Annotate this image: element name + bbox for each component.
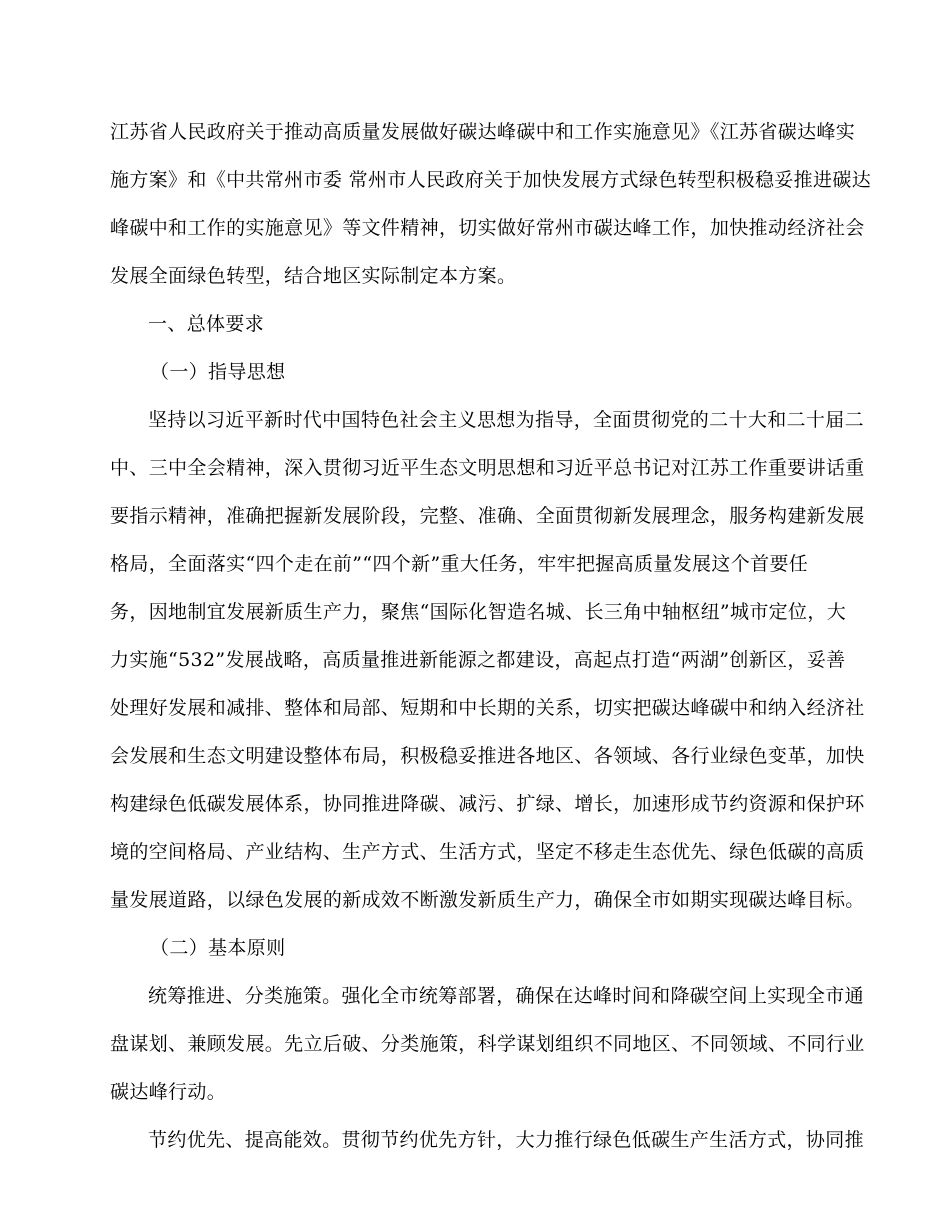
body-text-line: 施方案》和《中共常州市委 常州市人民政府关于加快发展方式绿色转型积极稳妥推进碳达 [110, 169, 872, 191]
body-text-line: 境的空间格局、产业结构、生产方式、生活方式，坚定不移走生态优先、绿色低碳的高质 [110, 841, 865, 863]
subsection-heading: （二）基本原则 [150, 937, 286, 959]
body-text-line: 务，因地制宜发展新质生产力，聚焦“国际化智造名城、长三角中轴枢纽”城市定位，大 [110, 601, 847, 623]
body-text-line: 构建绿色低碳发展体系，协同推进降碳、减污、扩绿、增长，加速形成节约资源和保护环 [110, 793, 865, 815]
subsection-heading: （一）指导思想 [150, 361, 286, 383]
body-text-line: 力实施“532”发展战略，高质量推进新能源之都建设，高起点打造“两湖”创新区，妥善 [110, 649, 846, 671]
body-text-line: 峰碳中和工作的实施意见》等文件精神，切实做好常州市碳达峰工作，加快推动经济社会 [110, 217, 865, 239]
body-text-line: 发展全面绿色转型，结合地区实际制定本方案。 [110, 265, 517, 287]
body-text-line: 会发展和生态文明建设整体布局，积极稳妥推进各地区、各领域、各行业绿色变革，加快 [110, 745, 865, 767]
body-text-line: 统筹推进、分类施策。强化全市统筹部署，确保在达峰时间和降碳空间上实现全市通 [148, 985, 864, 1007]
body-text-line: 节约优先、提高能效。贯彻节约优先方针，大力推行绿色低碳生产生活方式，协同推 [148, 1129, 864, 1151]
body-text-line: 量发展道路，以绿色发展的新成效不断激发新质生产力，确保全市如期实现碳达峰目标。 [110, 889, 865, 911]
body-text-line: 要指示精神，准确把握新发展阶段，完整、准确、全面贯彻新发展理念，服务构建新发展 [110, 505, 865, 527]
section-heading: 一、总体要求 [148, 313, 265, 335]
body-text-line: 碳达峰行动。 [110, 1081, 227, 1103]
body-text-line: 坚持以习近平新时代中国特色社会主义思想为指导，全面贯彻党的二十大和二十届二 [148, 409, 864, 431]
body-text-line: 江苏省人民政府关于推动高质量发展做好碳达峰碳中和工作实施意见》《江苏省碳达峰实 [110, 121, 856, 143]
body-text-line: 盘谋划、兼顾发展。先立后破、分类施策，科学谋划组织不同地区、不同领域、不同行业 [110, 1033, 865, 1055]
body-text-line: 中、三中全会精神，深入贯彻习近平生态文明思想和习近平总书记对江苏工作重要讲话重 [110, 457, 865, 479]
body-text-line: 处理好发展和减排、整体和局部、短期和中长期的关系，切实把碳达峰碳中和纳入经济社 [110, 697, 865, 719]
body-text-line: 格局，全面落实“四个走在前”“四个新”重大任务，牢牢把握高质量发展这个首要任 [110, 553, 809, 575]
